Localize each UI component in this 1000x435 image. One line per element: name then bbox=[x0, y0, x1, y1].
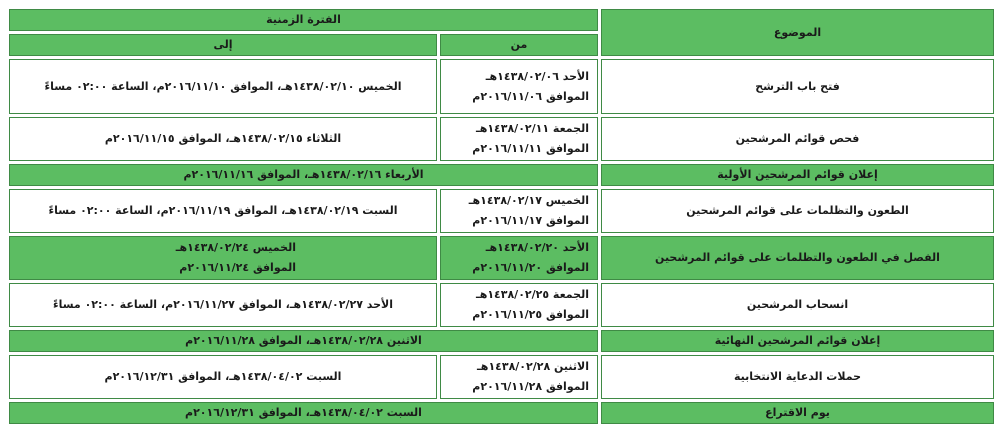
row-topic: يوم الاقتراع bbox=[601, 402, 994, 424]
to-line-1: الخميس ١٤٣٨/٠٢/٢٤هـ bbox=[175, 241, 296, 254]
header-to: إلى bbox=[9, 34, 437, 56]
from-line-2: الموافق ٢٠١٦/١١/٢٠م bbox=[472, 261, 589, 274]
row-to: الأحد ١٤٣٨/٠٢/٢٧هـ، الموافق ٢٠١٦/١١/٢٧م، الساعة ٠٢:٠٠ مساءً bbox=[9, 283, 437, 327]
from-line-1: الجمعة ١٤٣٨/٠٢/١١هـ bbox=[475, 122, 589, 135]
header-from: من bbox=[440, 34, 598, 56]
row-topic: إعلان قوائم المرشحين الأولية bbox=[601, 164, 994, 186]
row-topic: فحص قوائم المرشحين bbox=[601, 117, 994, 161]
to-line-2: الموافق ٢٠١٦/١١/٢٤م bbox=[179, 261, 296, 274]
row-from bbox=[440, 189, 598, 233]
from-line-1: الأحد ١٤٣٨/٠٢/٠٦هـ bbox=[485, 69, 589, 83]
row-from bbox=[440, 117, 598, 161]
row-span-date: السبت ١٤٣٨/٠٤/٠٢هـ، الموافق ٢٠١٦/١٢/٣١م bbox=[9, 402, 598, 424]
table-row bbox=[9, 330, 994, 352]
row-topic: الفصل في الطعون والتظلمات على قوائم المرشحين bbox=[601, 236, 994, 280]
row-to: الخميس ١٤٣٨/٠٢/١٠هـ، الموافق ٢٠١٦/١١/١٠م، الساعة ٠٢:٠٠ مساءً bbox=[9, 59, 437, 114]
election-schedule-table bbox=[6, 6, 997, 427]
table-row bbox=[9, 236, 994, 280]
row-span-date: الاثنين ١٤٣٨/٠٢/٢٨هـ، الموافق ٢٠١٦/١١/٢٨م bbox=[9, 330, 598, 352]
from-line-1: الاثنين ١٤٣٨/٠٢/٢٨هـ bbox=[477, 360, 589, 373]
table-row bbox=[9, 355, 994, 399]
from-line-1: الأحد ١٤٣٨/٠٢/٢٠هـ bbox=[485, 241, 589, 254]
from-line-2: الموافق ٢٠١٦/١١/١٧م bbox=[472, 214, 589, 227]
from-line-2: الموافق ٢٠١٦/١١/٠٦م bbox=[472, 89, 589, 103]
row-topic: الطعون والتظلمات على قوائم المرشحين bbox=[601, 189, 994, 233]
row-topic: إعلان قوائم المرشحين النهائية bbox=[601, 330, 994, 352]
header-period: الفترة الزمنية bbox=[9, 9, 598, 31]
row-to: الثلاثاء ١٤٣٨/٠٢/١٥هـ، الموافق ٢٠١٦/١١/١٥م bbox=[9, 117, 437, 161]
row-to: السبت ١٤٣٨/٠٢/١٩هـ، الموافق ٢٠١٦/١١/١٩م، الساعة ٠٢:٠٠ مساءً bbox=[9, 189, 437, 233]
table-row bbox=[9, 164, 994, 186]
row-to: السبت ١٤٣٨/٠٤/٠٢هـ، الموافق ٢٠١٦/١٢/٣١م bbox=[9, 355, 437, 399]
row-span-date: الأربعاء ١٤٣٨/٠٢/١٦هـ، الموافق ٢٠١٦/١١/١٦م bbox=[9, 164, 598, 186]
from-line-2: الموافق ٢٠١٦/١١/٢٥م bbox=[472, 308, 589, 321]
table-row bbox=[9, 402, 994, 424]
row-from bbox=[440, 59, 598, 114]
row-topic: فتح باب الترشح bbox=[601, 59, 994, 114]
table-row bbox=[9, 117, 994, 161]
row-topic: حملات الدعاية الانتخابية bbox=[601, 355, 994, 399]
from-line-2: الموافق ٢٠١٦/١١/٢٨م bbox=[472, 380, 589, 393]
row-from bbox=[440, 355, 598, 399]
row-from bbox=[440, 236, 598, 280]
from-line-2: الموافق ٢٠١٦/١١/١١م bbox=[472, 142, 589, 155]
row-topic: انسحاب المرشحين bbox=[601, 283, 994, 327]
header-topic: الموضوع bbox=[601, 9, 994, 56]
row-to bbox=[9, 236, 437, 280]
from-line-1: الخميس ١٤٣٨/٠٢/١٧هـ bbox=[468, 194, 589, 207]
table-row bbox=[9, 283, 994, 327]
table-row bbox=[9, 189, 994, 233]
row-from bbox=[440, 283, 598, 327]
from-line-1: الجمعة ١٤٣٨/٠٢/٢٥هـ bbox=[475, 288, 589, 301]
table-row bbox=[9, 59, 994, 114]
schedule-frame bbox=[6, 6, 994, 430]
header-row-1 bbox=[9, 9, 994, 31]
